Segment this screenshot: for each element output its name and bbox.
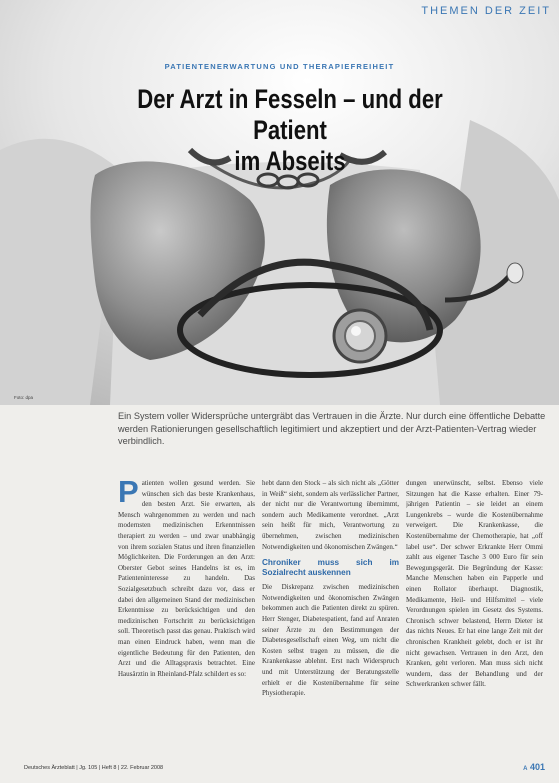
article-column-2 (262, 478, 399, 756)
headline-line-1: Der Arzt in Fesseln – und der Patient (137, 84, 443, 145)
headline-line-2: im Abseits (234, 146, 346, 176)
dropcap: P (118, 478, 139, 509)
column-1-text: atienten wollen gesund werden. Sie wünschen sich das beste Krankenhaus, den besten Arzt. Sie erwarten, als Mensch wahrgenommen zu werden und nach modernsten medizinischen Erkenntnissen therapiert zu werden – und zwar unabhängig von ihrem sozialen Status und ihren finanziellen Möglichkeiten. Die Forderungen an den Arzt: Oberster Gebot seines Handelns ist es, im Patienteninteresse zu handeln. Das Sozialgesetzbuch schreibt dazu vor, dass er dabei den allgemeinen Stand der medizinischen Erkenntnisse zu berücksichtigen und den medizinischen Fortschritt zu berücksichtigen soll. Theoretisch passt das genau. Praktisch wird man einen Eindruck haben, wenn man die eigentliche Bedeutung für den Patienten, den Arzt und die Alltagspraxis betrachtet. Eine Hausärztin in Rheinland-Pfalz schildert es so: (118, 479, 255, 678)
column-3-text: dungen unerwünscht, selbst. Ebenso viele Sitzungen hat die Kasse erhalten. Einer 79-jährigen Patientin – sie leidet an einem Lungenkrebs – wurde die Kostenübernahme verweigert. Die Krankenkasse, die Kostenübernahme der Chemotherapie, hat „off label use“. Der schwer Erkrankte Herr Ommi zahlt aus eigener Tasche 3 000 Euro für sein Bewegungsgerät. Die Begründung der Kasse: Manche Menschen haben ein Papperle und einen Rollator überhaupt. Diagnostik, Medikamente, Heil- und Hilfsmittel – viele Verordnungen spielen im Gesetz des Systems. Chronisch schwer belastend, Herrn Dieter ist das nichts Neues. Er hat eine lange Zeit mit der chronischen Krankheit gelebt, doch er ist ihr nicht gewachsen. Vertrauen in den Arzt, den Kranken, geht verloren. Man muss sich nicht wundern, dass der Behandlung und der Schwerkranken schwer fällt. (406, 479, 543, 689)
column-2-text-continued: Die Diskrepanz zwischen medizinischen Notwendigkeiten und ökonomischen Zwängen bekommen auch die Patienten direkt zu spüren. Herr Stenger, Diabetespatient, fand auf Anraten seiner Ärzte zu den Bestimmungen der Diabetesgesellschaft einen Weg, um nicht die Kosten selbst tragen zu müssen, die die Krankenkasse ablehnt. Erst nach Widerspruch und mit Unterstützung der Beratungsstelle erhielt er die Kostenübernahme für seine Physiotherapie. (262, 583, 399, 698)
article-column-3 (406, 478, 543, 756)
page-prefix: A (523, 766, 528, 772)
article-column-1 (118, 478, 255, 756)
journal-footer: Deutsches Ärzteblatt | Jg. 105 | Heft 8 | 22. Februar 2008 (24, 765, 164, 771)
article-lead: Ein System voller Widersprüche untergräbt das Vertrauen in die Ärzte. Nur durch eine öffentliche Debatte werden Rationierungen gesellschaftlich legitimiert und akzeptiert und der Arzt-Patienten-Vertrag wieder verbindlich. (118, 411, 546, 446)
page-number (523, 762, 545, 772)
photo-credit: Foto: dpa (14, 395, 34, 400)
section-rubric: THEMEN DER ZEIT (421, 5, 551, 17)
page-number-value: 401 (529, 762, 545, 772)
article-headline (101, 84, 478, 177)
column-2-text: hebt dann den Stock – als sich nicht als „Götter in Weiß“ sieht, sondern als verlässlicher Partner, der nicht nur die Verantwortung übernimmt, sondern auch Medikamente verordnet. „Arzt sein heißt für mich, Verantwortung zu übernehmen, zwischen medizinischen Notwendigkeiten und ökonomischen Zwängen.“ (262, 479, 399, 551)
article-kicker: PATIENTENERWARTUNG UND THERAPIEFREIHEIT (164, 62, 395, 71)
article-subhead: Chroniker muss sich im Sozialrecht auskennen (262, 558, 399, 578)
